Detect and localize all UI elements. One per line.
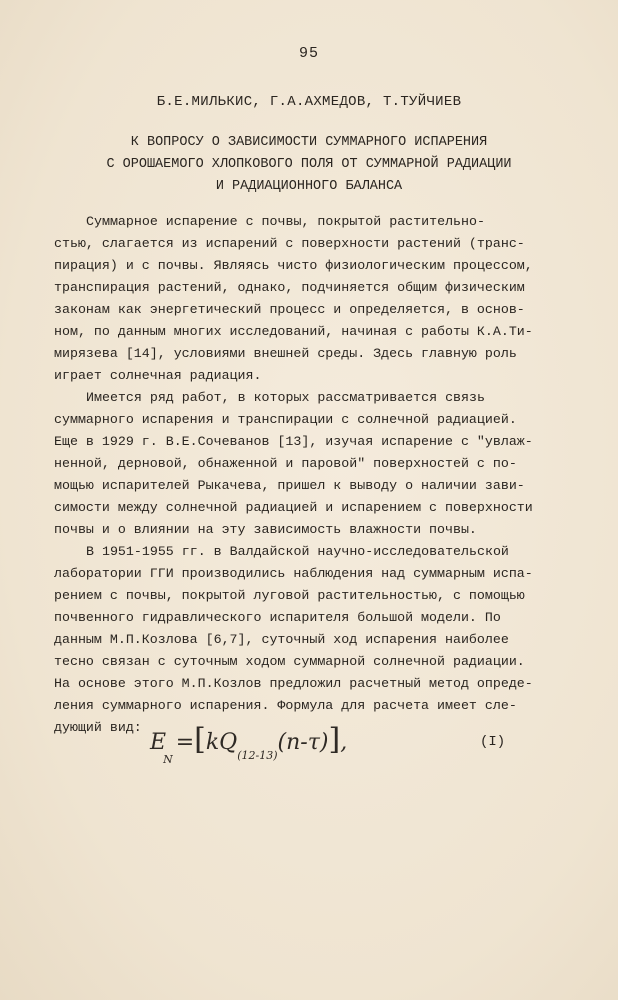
formula-factor: (n-τ) — [277, 730, 329, 755]
formula-right-bracket: ] — [328, 722, 341, 757]
formula-subscript-n: N — [163, 753, 173, 766]
body-line: данным М.П.Козлова [6,7], суточный ход испарения наиболее — [54, 632, 509, 647]
body-line: ном, по данным многих исследований, начиная с работы К.А.Ти- — [54, 324, 533, 339]
body-line: почвенного гидравлического испарителя большой модели. По — [54, 610, 501, 625]
article-title — [0, 132, 618, 198]
body-line: тесно связан с суточным ходом суммарной солнечной радиации. — [54, 654, 525, 669]
body-line: В 1951-1955 гг. в Валдайской научно-исследовательской — [86, 544, 509, 559]
formula-equals: = — [175, 730, 195, 755]
title-line: И РАДИАЦИОННОГО БАЛАНСА — [215, 179, 403, 194]
body-line: ления суммарного испарения. Формула для расчета имеет сле- — [54, 698, 517, 713]
page-number: 95 — [298, 45, 319, 62]
body-line: дующий вид: — [54, 720, 142, 735]
formula — [150, 722, 347, 772]
body-line: играет солнечная радиация. — [54, 368, 262, 383]
formula-subscript: (12-13) — [237, 749, 278, 762]
formula-left-bracket: [ — [194, 722, 206, 757]
body-line: Еще в 1929 г. В.Е.Сочеванов [13], изучая испарение с "увлаж- — [54, 434, 533, 449]
equation-number: (I) — [480, 734, 506, 750]
body-line: законам как энергетический процесс и определяется, в основ- — [54, 302, 525, 317]
body-line: стью, слагается из испарений с поверхности растений (транс- — [54, 236, 525, 251]
body-line: симости между солнечной радиацией и испарением с поверхности — [54, 500, 533, 515]
body-line: мирязева [14], условиями внешней среды. Здесь главную роль — [54, 346, 517, 361]
body-line: суммарного испарения и транспирации с солнечной радиацией. — [54, 412, 517, 427]
body-line: транспирация растений, однако, подчиняется общим физическим — [54, 280, 525, 295]
formula-symbol-e: E — [150, 730, 167, 755]
body-line: Суммарное испарение с почвы, покрытой растительно- — [86, 214, 485, 229]
body-line: рением с почвы, покрытой луговой растительностью, с помощью — [54, 588, 525, 603]
title-line: К ВОПРОСУ О ЗАВИСИМОСТИ СУММАРНОГО ИСПАРЕНИЯ — [130, 135, 488, 150]
title-line: С ОРОШАЕМОГО ХЛОПКОВОГО ПОЛЯ ОТ СУММАРНОЙ РАДИАЦИИ — [106, 157, 512, 172]
body-line: лаборатории ГГИ производились наблюдения над суммарным испа- — [54, 566, 533, 581]
authors: Б.Е.МИЛЬКИС, Г.А.АХМЕДОВ, Т.ТУЙЧИЕВ — [156, 94, 462, 110]
body-line: Имеется ряд работ, в которых рассматривается связь — [86, 390, 485, 405]
body-line: ненной, дерновой, обнаженной и паровой" поверхностей с по- — [54, 456, 517, 471]
body-line: мощью испарителей Рыкачева, пришел к выводу о наличии зави- — [54, 478, 525, 493]
formula-kq: kQ — [205, 730, 238, 755]
formula-comma: , — [340, 730, 348, 755]
body-line: пирация) и с почвы. Являясь чисто физиологическим процессом, — [54, 258, 533, 273]
body-text — [54, 211, 574, 739]
body-line: почвы и о влиянии на эту зависимость влажности почвы. — [54, 522, 477, 537]
body-line: На основе этого М.П.Козлов предложил расчетный метод опреде- — [54, 676, 533, 691]
